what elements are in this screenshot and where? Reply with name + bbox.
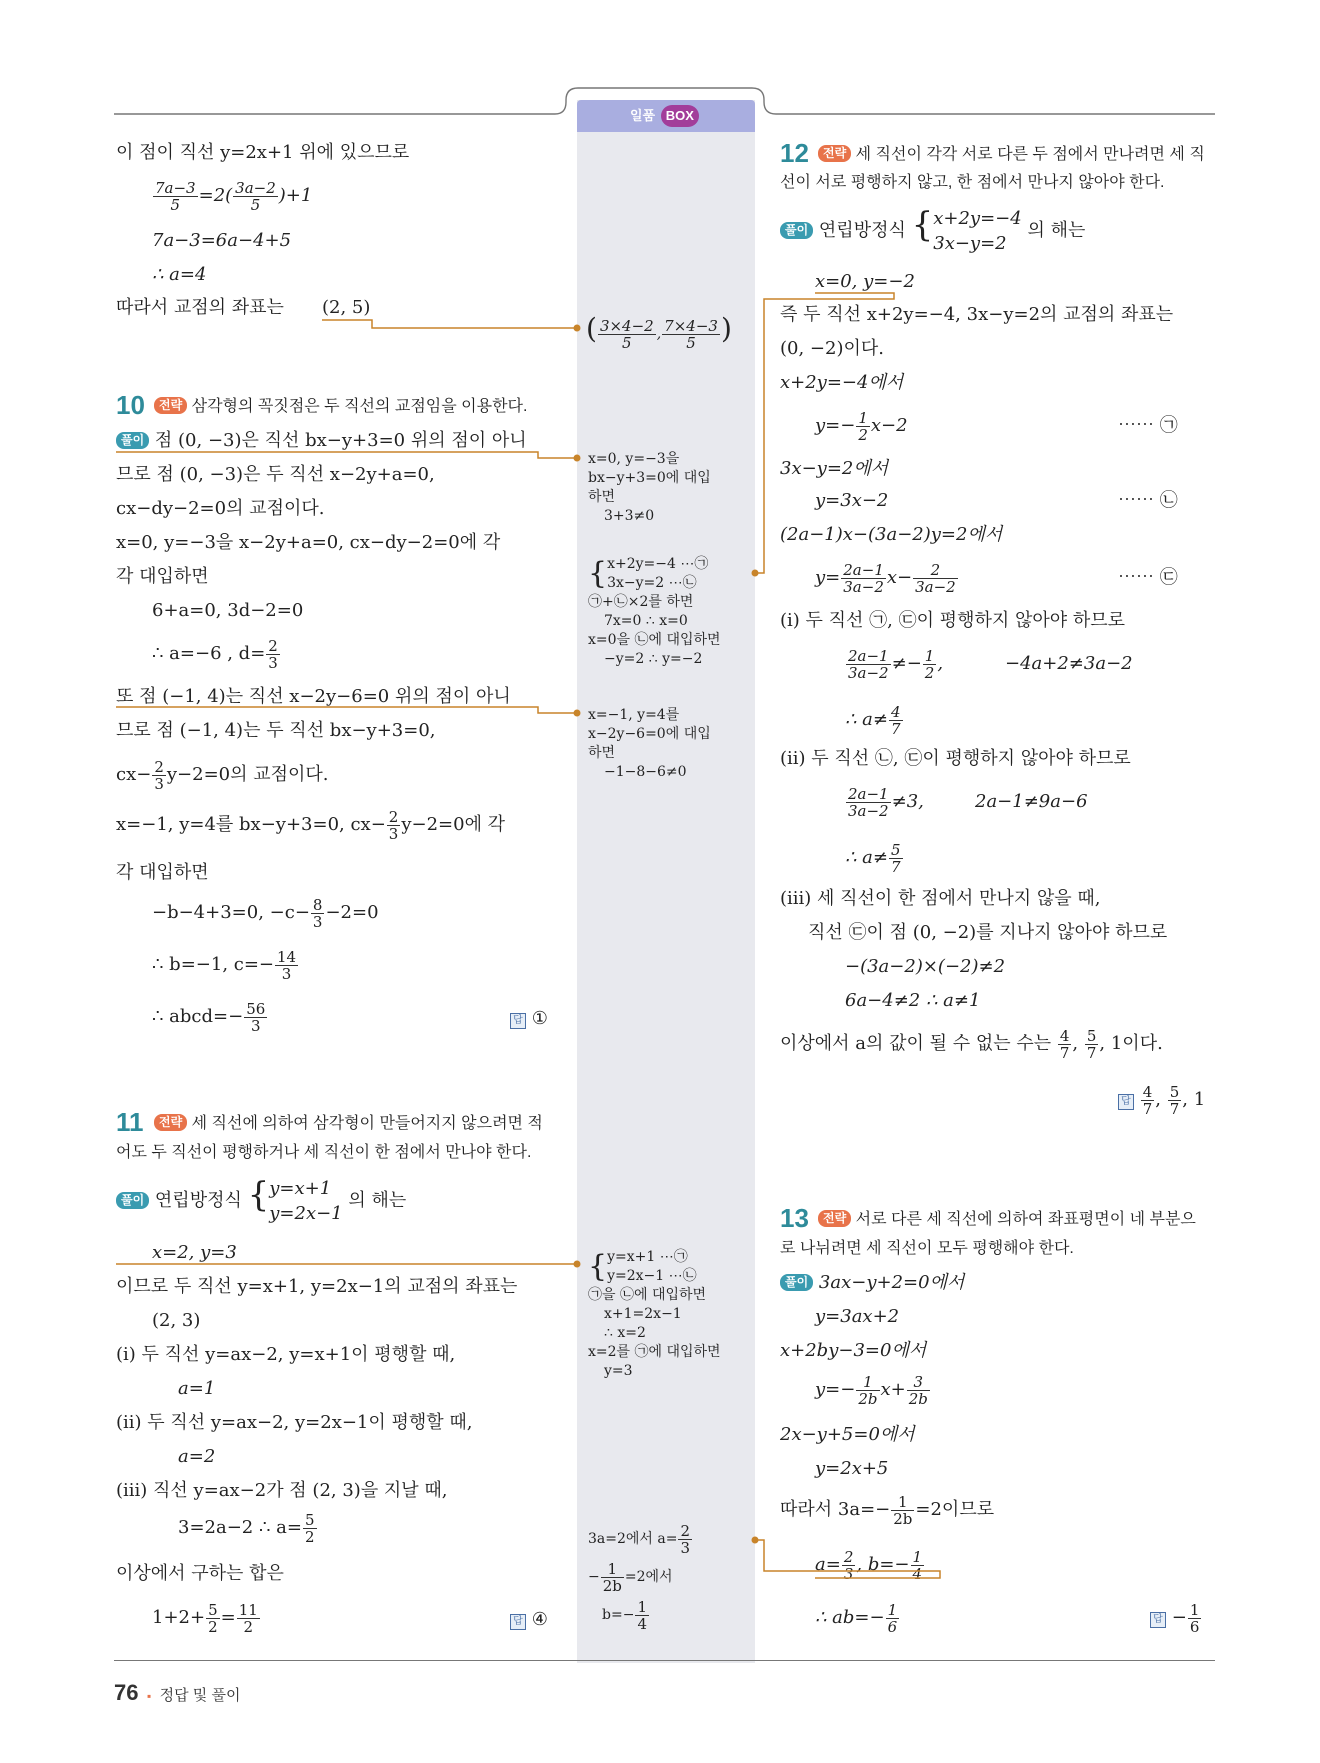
strategy-tag: 전략 — [154, 397, 187, 414]
p12-line-20: 이상에서 a의 값이 될 수 없는 수는 $\frac{4}{7}$ , $\frac{5}{7}$ , 1이다. — [780, 1026, 1163, 1062]
p10-line-11: x=−1, y=4를 bx−y+3=0, cx− $\frac{2}{3}$ y−2=0에 각 — [116, 807, 506, 843]
p10-line-4: x=0, y=−3을 x−2y+a=0, cx−dy−2=0에 각 — [116, 532, 501, 553]
box-note-3: { x+2y=−4 ⋯㉠ 3x−y=2 ⋯㉡ ㉠+㉡×2를 하면 7x=0 ∴ x=0 x=0을 ㉡에 대입하면 −y=2 ∴ y=−2 — [588, 556, 721, 667]
p11-line-5: a=1 — [178, 1378, 216, 1399]
p11-line-8: (ⅲ) 직선 y=ax−2가 점 (2, 3)을 지날 때, — [116, 1480, 448, 1501]
p12-mark-2: ⋯⋯ ㉡ — [1118, 490, 1178, 511]
p11-line-2: 이므로 두 직선 y=x+1, y=2x−1의 교점의 좌표는 — [116, 1276, 518, 1297]
p11-line-9: 3=2a−2 ∴ a= $\frac{5}{2}$ — [178, 1510, 315, 1546]
p10-line-15: ∴ abcd=− $\frac{56}{3}$ — [152, 999, 266, 1035]
box-note-5: { y=x+1 ⋯㉠ y=2x−1 ⋯㉡ ㉠을 ㉡에 대입하면 x+1=2x−1 ∴ x=2 x=2를 ㉠에 대입하면 y=3 — [588, 1249, 721, 1379]
p12-line-6: 3x−y=2에서 — [780, 458, 889, 479]
top-line-1: 이 점이 직선 y=2x+1 위에 있으므로 — [116, 142, 410, 163]
p13-line-4: y=− $\frac{1}{2b}$ x+ $\frac{3}{2b}$ — [815, 1372, 928, 1408]
p12-line-17: 직선 ㉢이 점 (0, −2)를 지나지 않아야 하므로 — [808, 922, 1168, 943]
intersection-value: (2, 5) — [322, 297, 371, 318]
p13-line-9: ∴ ab=− $\frac{1}{6}$ — [815, 1600, 898, 1636]
answer-icon: 답 — [510, 1614, 526, 1630]
top-line-2: $\frac{7a-3}{5}$ =2( $\frac{3a-2}{5}$ )+1 — [155, 178, 313, 214]
p12-line-7: y=3x−2 — [815, 490, 889, 511]
p10-line-9: 므로 점 (−1, 4)는 두 직선 bx−y+3=0, — [116, 720, 436, 741]
p11-system: 풀이 연립방정식 { y=x+1 y=2x−1 의 해는 — [116, 1176, 406, 1226]
p12-line-9: y= $\frac{2a-1}{3a-2}$ x− $\frac{2}{3a-2}$ — [815, 560, 956, 596]
p12-line-12: ∴ a≠ $\frac{4}{7}$ — [845, 702, 901, 738]
p10-line-14: ∴ b=−1, c=− $\frac{14}{3}$ — [152, 947, 297, 983]
p13-answer: 답 − $\frac{1}{6}$ — [1150, 1598, 1202, 1638]
p13-line-2: y=3ax+2 — [815, 1306, 900, 1327]
problem-12-strategy-2: 선이 서로 평행하지 않고, 한 점에서 만나지 않아야 한다. — [780, 174, 1165, 191]
p10-line-7: ∴ a=−6 , d= $\frac{2}{3}$ — [152, 636, 278, 672]
problem-10-number: 10 — [116, 390, 145, 420]
solution-tag: 풀이 — [780, 1274, 813, 1291]
p10-line-10: cx− $\frac{2}{3}$ y−2=0의 교점이다. — [116, 757, 329, 793]
strategy-tag: 전략 — [154, 1114, 187, 1131]
p10-line-5: 각 대입하면 — [116, 566, 209, 587]
box-note-6: 3a=2에서 a= $\frac{2}{3}$ − $\frac{1}{2b}$ =2에서 b=− $\frac{1}{4}$ — [588, 1521, 691, 1633]
footer-title: 정답 및 풀이 — [159, 1687, 241, 1704]
problem-13-strategy-2: 로 나뉘려면 세 직선이 모두 평행해야 한다. — [780, 1240, 1074, 1257]
solution-tag: 풀이 — [116, 1192, 149, 1209]
p12-line-18: −(3a−2)×(−2)≠2 — [845, 956, 1006, 977]
p10-line-3: cx−dy−2=0의 교점이다. — [116, 498, 325, 519]
p11-line-1: x=2, y=3 — [152, 1242, 237, 1263]
problem-11-strategy-2: 어도 두 직선이 평행하거나 세 직선이 한 점에서 만나야 한다. — [116, 1144, 532, 1161]
footer-rule — [114, 1660, 1215, 1661]
p10-line-2: 므로 점 (0, −3)은 두 직선 x−2y+a=0, — [116, 464, 435, 485]
page-number: 76 — [114, 1680, 139, 1705]
problem-13-number: 13 — [780, 1203, 809, 1233]
p13-line-3: x+2by−3=0에서 — [780, 1340, 927, 1361]
footer-separator: ▪ — [146, 1689, 152, 1703]
answer-icon: 답 — [1150, 1612, 1166, 1628]
p12-line-5: y=− $\frac{1}{2}$ x−2 — [815, 408, 908, 444]
p11-line-7: a=2 — [178, 1446, 216, 1467]
p12-line-8: (2a−1)x−(3a−2)y=2에서 — [780, 524, 1003, 545]
p13-line-6: y=2x+5 — [815, 1458, 889, 1479]
p11-line-11: 1+2+ $\frac{5}{2}$ = $\frac{11}{2}$ — [152, 1600, 258, 1636]
p12-line-14: $\frac{2a-1}{3a-2}$ ≠3, — [848, 784, 924, 820]
p10-line-13: −b−4+3=0, −c− $\frac{8}{3}$ −2=0 — [152, 895, 379, 931]
answer-icon: 답 — [510, 1013, 526, 1029]
strategy-tag: 전략 — [818, 145, 851, 162]
p10-line-8: 또 점 (−1, 4)는 직선 x−2y−6=0 위의 점이 아니 — [116, 686, 511, 707]
p13-line-8: a= $\frac{2}{3}$ , b=− $\frac{1}{4}$ — [815, 1547, 923, 1583]
p10-line-6: 6+a=0, 3d−2=0 — [152, 600, 304, 621]
footer — [114, 1680, 240, 1709]
p10-answer: 답 ① — [510, 1008, 548, 1030]
p11-answer: 답 ④ — [510, 1609, 548, 1631]
box-note-2: x=0, y=−3을 bx−y+3=0에 대입 하면 3+3≠0 — [588, 451, 711, 524]
p11-line-10: 이상에서 구하는 합은 — [116, 1563, 284, 1584]
p11-line-3: (2, 3) — [152, 1310, 201, 1331]
p11-line-6: (ⅱ) 두 직선 y=ax−2, y=2x−1이 평행할 때, — [116, 1412, 473, 1433]
p10-line-1: 풀이 점 (0, −3)은 직선 bx−y+3=0 위의 점이 아니 — [116, 430, 527, 452]
box-label-2: BOX — [661, 105, 699, 127]
p11-line-4: (ⅰ) 두 직선 y=ax−2, y=x+1이 평행할 때, — [116, 1344, 456, 1365]
p12-line-14b: 2a−1≠9a−6 — [975, 791, 1088, 812]
problem-12-number: 12 — [780, 138, 809, 168]
p12-line-13: (ⅱ) 두 직선 ㉡, ㉢이 평행하지 않아야 하므로 — [780, 748, 1131, 769]
solution-tag: 풀이 — [116, 432, 149, 449]
box-note-1: ( $\frac{3\times 4-2}{5}$ , $\frac{7\times 4-3}{5}$ ) — [586, 312, 732, 352]
p12-mark-1: ⋯⋯ ㉠ — [1118, 415, 1178, 436]
p13-line-5: 2x−y+5=0에서 — [780, 1424, 915, 1445]
p12-line-16: (ⅲ) 세 직선이 한 점에서 만나지 않을 때, — [780, 888, 1101, 909]
problem-11-number: 11 — [116, 1107, 144, 1137]
p12-system: 풀이 연립방정식 { x+2y=−4 3x−y=2 의 해는 — [780, 206, 1085, 256]
p12-line-3: (0, −2)이다. — [780, 338, 884, 359]
p12-line-19: 6a−4≠2 ∴ a≠1 — [845, 990, 981, 1011]
top-line-3: 7a−3=6a−4+5 — [152, 230, 292, 251]
p12-line-15: ∴ a≠ $\frac{5}{7}$ — [845, 840, 901, 876]
p12-mark-3: ⋯⋯ ㉢ — [1118, 567, 1178, 588]
answer-icon: 답 — [1118, 1094, 1134, 1110]
problem-13-strategy-1: 전략 서로 다른 세 직선에 의하여 좌표평면이 네 부분으 — [818, 1209, 1196, 1231]
box-label-1: 일품 — [630, 108, 656, 123]
p12-line-2: 즉 두 직선 x+2y=−4, 3x−y=2의 교점의 좌표는 — [780, 304, 1174, 325]
solution-tag: 풀이 — [780, 222, 813, 239]
p12-line-11: $\frac{2a-1}{3a-2}$ ≠− $\frac{1}{2}$ , — [848, 646, 944, 682]
problem-11-strategy-1: 전략 세 직선에 의하여 삼각형이 만들어지지 않으려면 적 — [154, 1113, 543, 1135]
p12-line-10: (ⅰ) 두 직선 ㉠, ㉢이 평행하지 않아야 하므로 — [780, 610, 1126, 631]
problem-10-strategy: 전략 삼각형의 꼭짓점은 두 직선의 교점임을 이용한다. — [154, 396, 527, 418]
top-line-5: 따라서 교점의 좌표는 — [116, 297, 284, 318]
problem-12-strategy-1: 전략 세 직선이 각각 서로 다른 두 점에서 만나려면 세 직 — [818, 144, 1205, 166]
p13-line-7: 따라서 3a=− $\frac{1}{2b}$ =2이므로 — [780, 1492, 995, 1528]
p12-answer: 답 $\frac{4}{7}$ , $\frac{5}{7}$ , 1 — [1118, 1080, 1205, 1120]
p12-line-4: x+2y=−4에서 — [780, 372, 904, 393]
p12-line-11c: −4a+2≠3a−2 — [1005, 653, 1133, 674]
top-line-4: ∴ a=4 — [152, 264, 207, 285]
box-note-4: x=−1, y=4를 x−2y−6=0에 대입 하면 −1−8−6≠0 — [588, 707, 711, 780]
p10-line-12: 각 대입하면 — [116, 862, 209, 883]
strategy-tag: 전략 — [818, 1210, 851, 1227]
p12-line-1: x=0, y=−2 — [815, 271, 915, 292]
p13-line-1: 풀이 3ax−y+2=0에서 — [780, 1272, 964, 1294]
